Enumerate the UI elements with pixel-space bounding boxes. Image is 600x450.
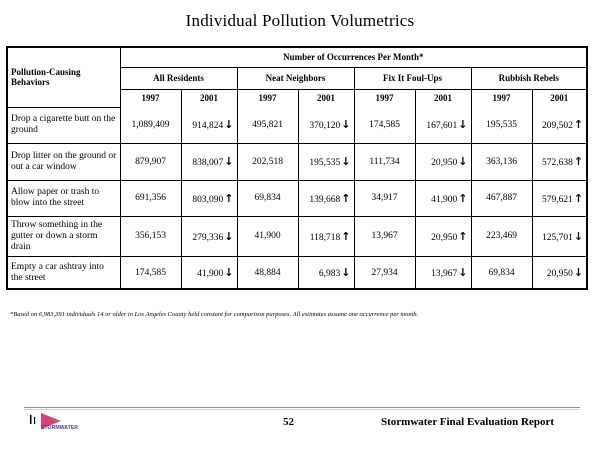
occurrence-cell [415, 256, 471, 289]
arrow-down-icon: ↓ [573, 266, 584, 280]
occurrence-cell [120, 256, 181, 289]
arrow-up-icon: ↑ [573, 118, 584, 132]
year-header: 2001 [532, 89, 586, 107]
occurrence-cell [532, 180, 586, 216]
page-number: 52 [283, 416, 294, 428]
occurrence-cell [120, 180, 181, 216]
occurrence-value: 27,934 [371, 267, 398, 278]
occurrences-group-header: Number of Occurrences Per Month* [120, 48, 586, 67]
year-header: 2001 [415, 89, 471, 107]
occurrence-cell [415, 180, 471, 216]
occurrence-cell [415, 216, 471, 256]
occurrence-value: 20,950 [431, 232, 458, 243]
behavior-label: Throw something in the gutter or down a storm drain [8, 216, 120, 256]
behavior-label: Drop litter on the ground or out a car window [8, 143, 120, 180]
occurrence-cell [415, 107, 471, 143]
occurrence-cell [237, 143, 298, 180]
occurrence-cell [532, 143, 586, 180]
occurrence-value: 41,900 [197, 269, 224, 280]
occurrence-value: 223,469 [486, 231, 517, 241]
occurrence-value: 34,917 [371, 193, 398, 203]
occurrence-value: 167,601 [426, 121, 458, 132]
table-row [8, 216, 586, 256]
year-header: 1997 [471, 89, 532, 107]
logo-bar [30, 415, 32, 424]
occurrence-cell [181, 216, 237, 256]
occurrence-value: 174,585 [369, 119, 400, 130]
occurrence-cell [298, 143, 354, 180]
occurrence-value: 1,089,409 [131, 119, 170, 130]
segment-header-neat-neighbors: Neat Neighbors [237, 67, 354, 89]
occurrence-value: 139,668 [309, 194, 341, 205]
arrow-down-icon: ↓ [458, 266, 468, 280]
occurrence-cell [298, 216, 354, 256]
occurrence-value: 879,907 [135, 156, 166, 167]
year-header: 1997 [354, 89, 415, 107]
occurrence-cell [298, 256, 354, 289]
occurrence-value: 838,007 [192, 158, 224, 168]
occurrence-value: 579,621 [542, 194, 573, 205]
occurrence-value: 13,967 [371, 231, 398, 241]
arrow-down-icon: ↓ [341, 155, 351, 168]
occurrence-value: 195,535 [309, 158, 341, 168]
occurrence-cell [471, 180, 532, 216]
occurrence-value: 209,502 [542, 121, 573, 132]
behavior-label: Drop a cigarette butt on the ground [8, 107, 120, 143]
arrow-down-icon: ↓ [224, 118, 234, 132]
occurrence-cell [120, 143, 181, 180]
arrow-down-icon: ↓ [458, 118, 468, 132]
occurrence-value: 6,983 [318, 269, 341, 280]
occurrence-value: 914,824 [192, 121, 224, 132]
occurrence-cell [181, 143, 237, 180]
arrow-up-icon: ↑ [458, 229, 468, 243]
occurrence-cell [471, 107, 532, 143]
arrow-up-icon: ↑ [573, 155, 584, 168]
occurrence-value: 495,821 [252, 119, 283, 130]
behavior-label: Empty a car ashtray into the street [8, 256, 120, 289]
table-row [8, 180, 586, 216]
year-header: 1997 [120, 89, 181, 107]
occurrence-cell [120, 107, 181, 143]
occurrence-value: 195,535 [486, 119, 517, 130]
occurrence-value: 69,834 [254, 193, 281, 203]
year-header: 1997 [237, 89, 298, 107]
occurrence-value: 202,518 [252, 156, 283, 167]
report-title: Stormwater Final Evaluation Report [381, 416, 555, 428]
occurrence-cell [298, 107, 354, 143]
page-title: Individual Pollution Volumetrics [185, 11, 415, 30]
arrow-down-icon: ↓ [224, 155, 234, 168]
occurrence-cell [354, 107, 415, 143]
occurrence-cell [181, 107, 237, 143]
arrow-down-icon: ↓ [224, 229, 234, 243]
footnote: *Based on 6,983,391 individuals 14 or older in Los Angeles County held constant for comparison purposes. All estimates assume one occurrence per month. [10, 311, 419, 318]
arrow-down-icon: ↓ [341, 266, 351, 280]
occurrence-value: 356,153 [135, 231, 166, 241]
table-row [8, 107, 586, 143]
footer-rule-light [24, 409, 580, 410]
occurrence-cell [181, 180, 237, 216]
occurrence-value: 20,950 [431, 158, 458, 168]
logo-text: STORMWATER [41, 425, 78, 431]
occurrence-value: 803,090 [192, 194, 224, 205]
occurrence-value: 174,585 [135, 267, 166, 278]
occurrence-cell [237, 180, 298, 216]
segment-header-rubbish-rebels: Rubbish Rebels [471, 67, 586, 89]
occurrence-cell [471, 143, 532, 180]
occurrence-value: 48,884 [254, 267, 281, 278]
occurrence-value: 41,900 [254, 231, 281, 241]
table-body [8, 107, 586, 289]
arrow-down-icon: ↓ [573, 229, 584, 243]
behavior-label: Allow paper or trash to blow into the street [8, 180, 120, 216]
occurrence-value: 691,356 [135, 193, 166, 203]
occurrence-cell [532, 107, 586, 143]
year-header: 2001 [298, 89, 354, 107]
occurrence-cell [354, 180, 415, 216]
occurrence-value: 572,638 [542, 158, 573, 168]
arrow-up-icon: ↑ [341, 191, 351, 205]
arrow-down-icon: ↓ [458, 155, 468, 168]
occurrence-value: 370,120 [309, 121, 341, 132]
occurrence-value: 118,718 [309, 232, 341, 243]
occurrence-cell [532, 216, 586, 256]
year-header: 2001 [181, 89, 237, 107]
occurrence-cell [237, 256, 298, 289]
occurrence-value: 363,136 [486, 156, 517, 167]
occurrence-cell [298, 180, 354, 216]
footer-rule [24, 407, 580, 408]
table-row [8, 256, 586, 289]
behavior-column-header: Pollution-Causing Behaviors [8, 48, 120, 107]
occurrence-value: 111,734 [369, 156, 400, 167]
logo-bar [34, 417, 35, 424]
occurrence-cell [415, 143, 471, 180]
volumetrics-table [8, 48, 586, 289]
arrow-down-icon: ↓ [341, 118, 351, 132]
occurrence-cell [120, 216, 181, 256]
occurrence-value: 13,967 [431, 269, 458, 280]
occurrence-cell [354, 256, 415, 289]
arrow-up-icon: ↑ [341, 229, 351, 243]
arrow-down-icon: ↓ [224, 266, 234, 280]
occurrence-cell [237, 107, 298, 143]
arrow-up-icon: ↑ [458, 191, 468, 205]
occurrence-cell [354, 216, 415, 256]
occurrence-cell [532, 256, 586, 289]
occurrence-cell [471, 216, 532, 256]
table-row [8, 143, 586, 180]
occurrence-value: 41,900 [431, 194, 458, 205]
arrow-up-icon: ↑ [573, 191, 584, 205]
volumetrics-table-frame [6, 46, 588, 290]
occurrence-cell [181, 256, 237, 289]
occurrence-value: 125,701 [542, 232, 573, 243]
occurrence-cell [471, 256, 532, 289]
occurrence-value: 467,887 [486, 193, 517, 203]
occurrence-value: 69,834 [488, 267, 515, 278]
occurrence-cell [354, 143, 415, 180]
occurrence-value: 20,950 [546, 269, 573, 280]
occurrence-value: 279,336 [192, 232, 224, 243]
segment-header-all-residents: All Residents [120, 67, 237, 89]
segment-header-fix-it-foul-ups: Fix It Foul-Ups [354, 67, 471, 89]
occurrence-cell [237, 216, 298, 256]
stormwater-logo [27, 412, 79, 432]
arrow-up-icon: ↑ [224, 191, 234, 205]
